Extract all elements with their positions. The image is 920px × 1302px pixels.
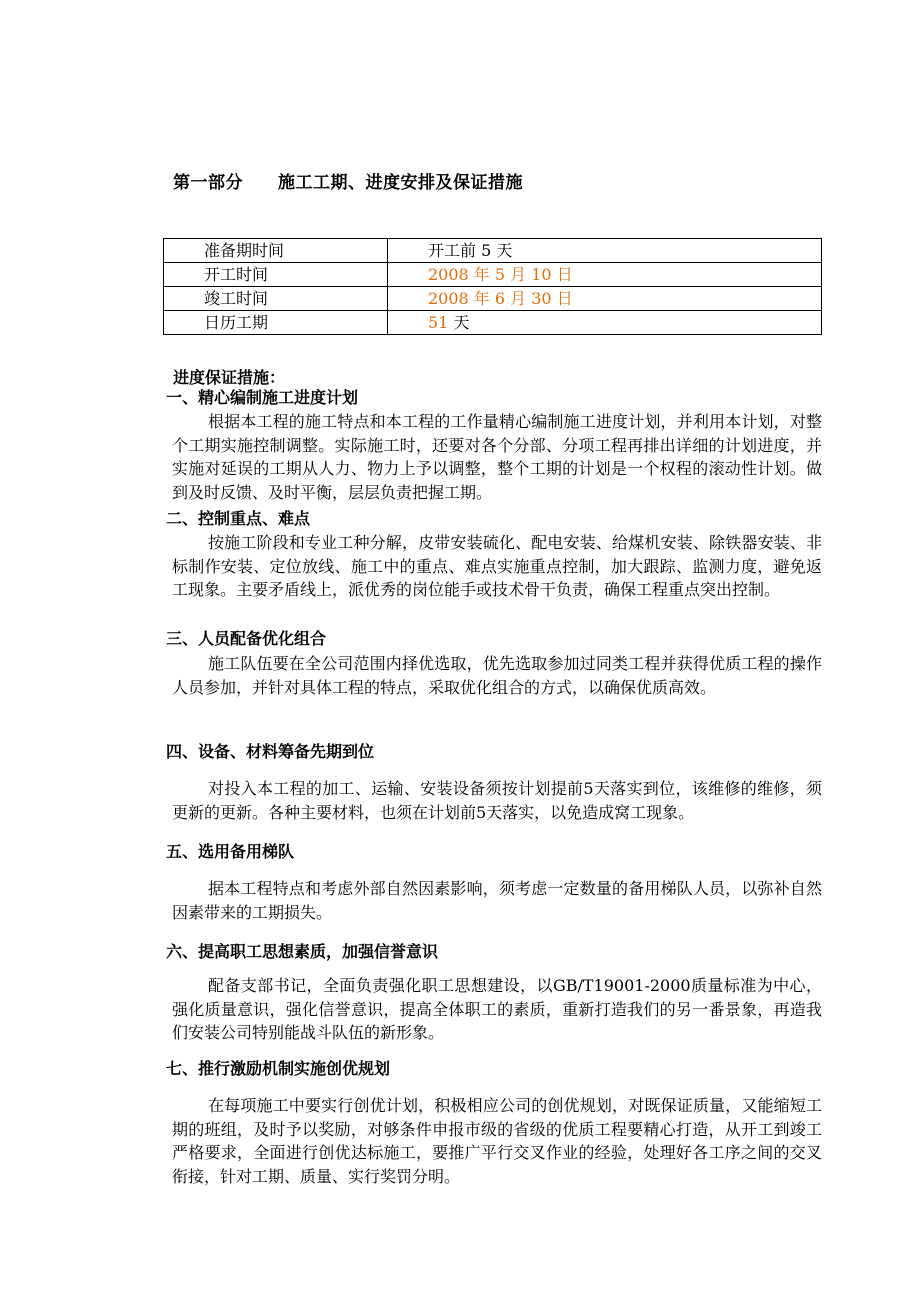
page-title: 第一部分 施工工期、进度安排及保证措施	[173, 173, 523, 193]
section-body: 施工队伍要在全公司范围内择优选取，优先选取参加过同类工程并获得优质工程的操作人员参加，并针对具体工程的特点，采取优化组合的方式，以确保优质高效。	[172, 654, 822, 697]
calendar-duration-value: 51 天	[388, 311, 822, 335]
section-body: 对投入本工程的加工、运输、安装设备须按计划提前5天落实到位，该维修的维修，须更新的更新。各种主要材料，也须在计划前5天落实，以免造成窝工现象。	[172, 779, 822, 822]
start-date-label: 开工时间	[164, 263, 388, 287]
section-title: 一、精心编制施工进度计划	[166, 388, 359, 407]
measures-heading: 进度保证措施：	[173, 368, 286, 387]
prep-period-label: 准备期时间	[164, 239, 388, 263]
table-row	[164, 263, 822, 287]
table-row	[164, 287, 822, 311]
section-body: 在每项施工中要实行创优计划，积极相应公司的创优规划，对既保证质量，又能缩短工期的班组，及时予以奖励，对够条件申报市级的省级的优质工程要精心打造，从开工到竣工严格要求，全面进行创优达标施工，要推广平行交叉作业的经验，处理好各工序之间的交叉衔接，针对工期、质量、实行奖罚分明。	[172, 1096, 822, 1186]
section-body: 按施工阶段和专业工种分解，皮带安装硫化、配电安装、给煤机安装、除铁器安装、非标制作安装、定位放线、施工中的重点、难点实施重点控制，加大跟踪、监测力度，避免返工现象。主要矛盾线上，派优秀的岗位能手或技术骨干负责，确保工程重点突出控制。	[172, 533, 822, 599]
completion-date-value: 2008 年 6 月 30 日	[388, 287, 822, 311]
section-title: 三、人员配备优化组合	[166, 629, 327, 648]
table-row	[164, 311, 822, 335]
section-body: 据本工程特点和考虑外部自然因素影响，须考虑一定数量的备用梯队人员，以弥补自然因素带来的工期损失。	[172, 879, 822, 922]
section-body: 根据本工程的施工特点和本工程的工作量精心编制施工进度计划，并利用本计划，对整个工期实施控制调整。实际施工时，还要对各个分部、分项工程再排出详细的计划进度，并实施对延误的工期从人力、物力上予以调整，整个工期的计划是一个权程的滚动性计划。做到及时反馈、及时平衡，层层负责把握工期。	[172, 412, 822, 502]
section-title: 七、推行激励机制实施创优规划	[166, 1059, 391, 1078]
completion-date-label: 竣工时间	[164, 287, 388, 311]
section-title: 六、提高职工思想素质，加强信誉意识	[166, 942, 439, 961]
start-date-value: 2008 年 5 月 10 日	[388, 263, 822, 287]
prep-period-value: 开工前 5 天	[388, 239, 822, 263]
section-title: 二、控制重点、难点	[166, 509, 311, 528]
section-title: 五、选用备用梯队	[166, 842, 295, 861]
schedule-table	[163, 238, 822, 335]
calendar-duration-label: 日历工期	[164, 311, 388, 335]
section-body: 配备支部书记，全面负责强化职工思想建设，以GB/T19001-2000质量标准为中心，强化质量意识，强化信誉意识，提高全体职工的素质，重新打造我们的另一番景象，再造我们安装公司特别能战斗队伍的新形象。	[172, 976, 822, 1042]
section-title: 四、设备、材料筹备先期到位	[166, 742, 375, 761]
table-row	[164, 239, 822, 263]
